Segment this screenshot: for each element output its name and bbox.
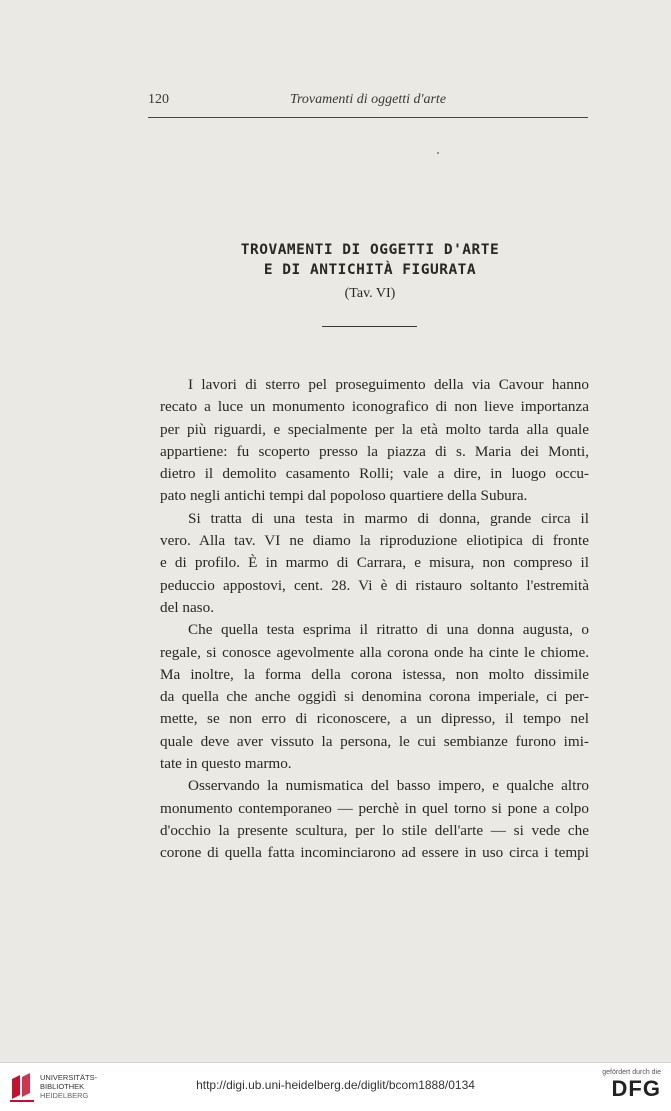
text-line: d'occhio la presente scultura, per lo stile dell'arte — si vede che: [160, 821, 589, 839]
header-rule: [148, 117, 588, 118]
text-line: dietro il demolito casamento Rolli; vale a dire, in luogo occu-: [160, 465, 589, 483]
funding-credit: [591, 1069, 661, 1102]
institution-line-1: UNIVERSITÄTS-: [40, 1073, 98, 1082]
funding-label: gefördert durch die: [602, 1069, 661, 1076]
text-line: appartiene: fu scoperto presso la piazza di s. Maria dei Monti,: [160, 442, 589, 460]
paragraph-2: [160, 508, 589, 619]
article-title-block: [160, 240, 580, 304]
article-title-line-2: E DI ANTICHITÀ FIGURATA: [263, 262, 477, 278]
viewer-footer: [0, 1062, 671, 1111]
institution-line-2: BIBLIOTHEK: [40, 1082, 85, 1091]
text-line: quale deve aver vissuto la persona, le cui sembianze furono imi-: [160, 732, 589, 750]
text-line: e di profilo. È in marmo di Carrara, e misura, non compreso il: [160, 554, 589, 572]
text-line: Osservando la numismatica del basso impero, e qualche altro: [188, 777, 589, 795]
text-line: Che quella testa esprima il ritratto di una donna augusta, o: [188, 621, 589, 639]
text-line: mette, se non erro di riconoscere, a un dipresso, il tempo nel: [160, 710, 589, 728]
page-number: 120: [148, 92, 169, 107]
text-line: tate in questo marmo.: [160, 755, 292, 773]
text-line: I lavori di sterro pel proseguimento della via Cavour hanno: [188, 376, 589, 393]
text-line: monumento contemporaneo — perchè in quel torno si pone a colpo: [160, 799, 589, 817]
body-text: [160, 374, 589, 865]
permalink-url[interactable]: http://digi.ub.uni-heidelberg.de/diglit/bcom1888/0134: [196, 1078, 475, 1092]
text-line: per più riguardi, e specialmente per la età molto tarda alla quale: [160, 420, 589, 438]
institution-line-3: HEIDELBERG: [40, 1091, 89, 1100]
text-line: Ma inoltre, la forma della corona istessa, non molto dissimile: [160, 665, 589, 683]
text-line: Si tratta di una testa in marmo di donna, grande circa il: [188, 509, 589, 527]
title-rule: [322, 326, 417, 327]
running-head: [148, 92, 588, 112]
paper-speck: [437, 152, 439, 154]
dfg-logo[interactable]: DFG: [611, 1076, 661, 1101]
paragraph-4: [160, 775, 589, 864]
text-line: da quella che anche oggidì si denomina corona imperiale, ci per-: [160, 688, 589, 706]
paragraph-3: [160, 619, 589, 775]
text-line: peduccio appostovi, cent. 28. Vi è di ristauro soltanto l'estremità: [160, 576, 589, 594]
plate-reference: (Tav. VI): [344, 286, 396, 301]
text-line: regale, si conosce agevolmente alla corona onde ha cinte le chiome.: [160, 643, 589, 661]
text-line: recato a luce un monumento iconografico di non lieve importanza: [160, 398, 589, 416]
text-line: pato negli antichi tempi dal popoloso quartiere della Subura.: [160, 487, 528, 505]
running-title: Trovamenti di oggetti d'arte: [289, 92, 447, 107]
text-line: del naso.: [160, 598, 214, 616]
text-line: vero. Alla tav. VI ne diamo la riproduzione eliotipica di fronte: [160, 532, 589, 550]
article-title-line-1: TROVAMENTI DI OGGETTI D'ARTE: [240, 242, 500, 258]
paragraph-1: [160, 374, 589, 508]
text-line: corone di quella fatta incominciarono ad essere in uso circa i tempi: [160, 844, 589, 862]
